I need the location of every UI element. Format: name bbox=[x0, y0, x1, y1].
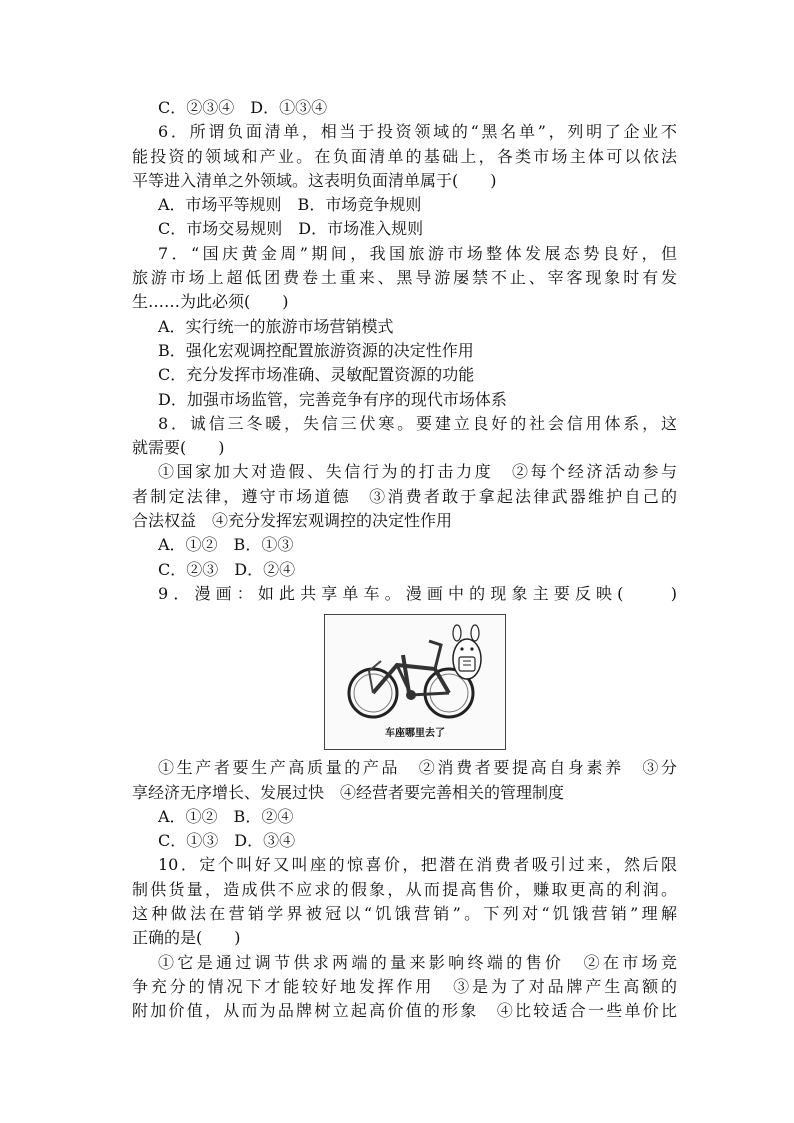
text-line: C．市场交易规则 D．市场准入规则 bbox=[158, 219, 424, 239]
text-line: D．加强市场监管，完善竞争有序的现代市场体系 bbox=[158, 389, 507, 409]
text-line: 者制定法律，遵守市场道德 ③消费者敢于拿起法律武器维护自己的 bbox=[132, 486, 677, 506]
text-line: 能投资的领域和产业。在负面清单的基础上，各类市场主体可以依法 bbox=[132, 146, 677, 166]
text-line: ①它是通过调节供求两端的量来影响终端的售价 ②在市场竞 bbox=[158, 952, 677, 972]
text-line: C．①③ D．③④ bbox=[158, 831, 296, 851]
text-line: ①国家加大对造假、失信行为的打击力度 ②每个经济活动参与 bbox=[158, 462, 677, 482]
text-line: 附加价值，从而为品牌树立起高价值的形象 ④比较适合一些单价比 bbox=[132, 1001, 677, 1021]
text-line: C．②③ D．②④ bbox=[158, 559, 296, 579]
text-line: 争充分的情况下才能较好地发挥作用 ③是为了对品牌产生高额的 bbox=[132, 976, 677, 996]
text-line: 8．诚信三冬暖，失信三伏寒。要建立良好的社会信用体系，这 bbox=[158, 413, 677, 433]
text-line: B．强化宏观调控配置旅游资源的决定性作用 bbox=[158, 340, 474, 360]
text-line: C．充分发挥市场准确、灵敏配置资源的功能 bbox=[158, 365, 475, 385]
text-line: 平等进入清单之外领域。这表明负面清单属于( ) bbox=[132, 170, 497, 190]
text-line: 这种做法在营销学界被冠以“饥饿营销”。下列对“饥饿营销”理解 bbox=[132, 904, 677, 924]
text-line: ①生产者要生产高质量的产品 ②消费者要提高自身素养 ③分 bbox=[158, 758, 677, 778]
text-line: C．②③④ D．①③④ bbox=[158, 98, 328, 117]
questions-block-lower bbox=[132, 756, 677, 1023]
figure-caption: 车座哪里去了 bbox=[385, 728, 445, 740]
bike-cartoon-figure bbox=[324, 614, 506, 750]
text-line: 10．定个叫好又叫座的惊喜价，把潜在消费者吸引过来，然后限 bbox=[158, 855, 677, 875]
exam-page bbox=[132, 96, 677, 1024]
text-line: A．市场平等规则 B．市场竞争规则 bbox=[158, 195, 422, 215]
text-line: A．实行统一的旅游市场营销模式 bbox=[158, 316, 394, 336]
text-line: 7．“国庆黄金周”期间，我国旅游市场整体发展态势良好，但 bbox=[158, 243, 677, 263]
text-line: 制供货量，造成供不应求的假象，从而提高售价，赚取更高的利润。 bbox=[132, 879, 677, 899]
text-line: 合法权益 ④充分发挥宏观调控的决定性作用 bbox=[132, 511, 453, 531]
text-line: 9．漫画：如此共享单车。漫画中的现象主要反映( ) bbox=[158, 583, 677, 603]
text-line: 6．所谓负面清单，相当于投资领域的“黑名单”，列明了企业不 bbox=[158, 122, 677, 142]
text-line: 享经济无序增长、发展过快 ④经营者要完善相关的管理制度 bbox=[132, 782, 565, 802]
text-line: 生……为此必须( ) bbox=[132, 292, 289, 312]
text-line: 旅游市场上超低团费卷土重来、黑导游屡禁不止、宰客现象时有发 bbox=[132, 268, 677, 288]
text-line: 正确的是( ) bbox=[132, 928, 241, 948]
text-line: A．①② B．①③ bbox=[158, 535, 294, 555]
questions-block-upper bbox=[132, 96, 677, 606]
text-line: A．①② B．②④ bbox=[158, 806, 294, 826]
text-line: 就需要( ) bbox=[132, 438, 225, 458]
